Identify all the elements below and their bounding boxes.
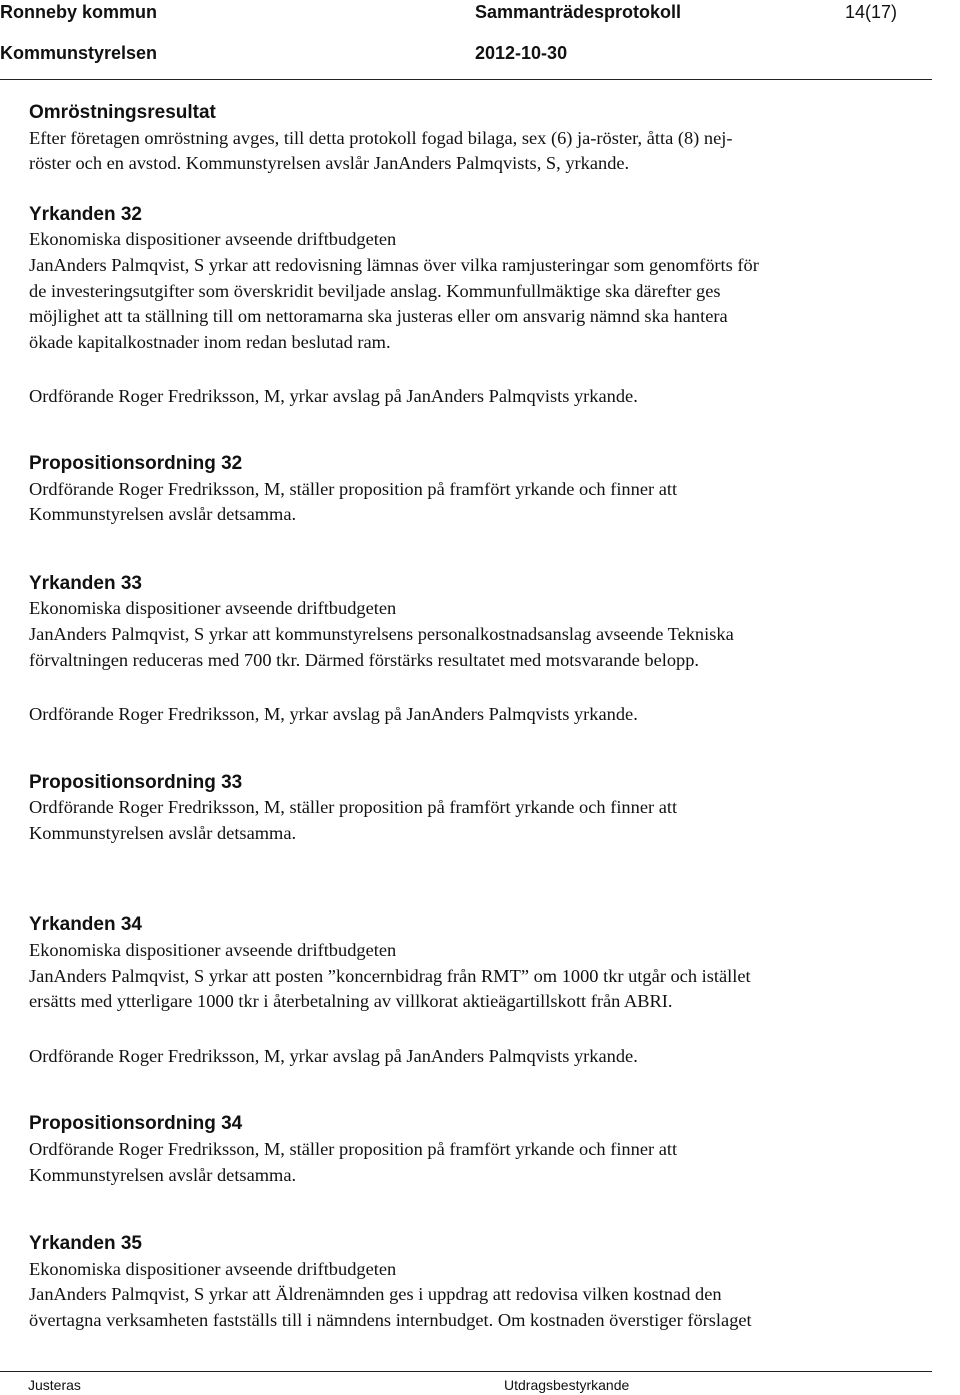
- yrkanden-35-section: [29, 1231, 934, 1333]
- body-line: övertagna verksamheten fastställs till i nämndens internbudget. Om kostnaden överstiger förslaget: [29, 1310, 752, 1330]
- section-subheading: Ekonomiska dispositioner avseende driftbudgeten: [29, 229, 397, 250]
- body-line: förvaltningen reduceras med 700 tkr. Därmed förstärks resultatet med motsvarande belopp.: [29, 649, 700, 670]
- document-type: Sammanträdesprotokoll: [475, 2, 682, 22]
- yrkanden-33-section: [29, 571, 934, 728]
- body-line: JanAnders Palmqvist, S yrkar att redovisning lämnas över vilka ramjusteringar som genomförts för: [29, 254, 759, 275]
- footer-justeras: Justeras: [28, 1377, 81, 1393]
- body-line: Ordförande Roger Fredriksson, M, ställer proposition på framfört yrkande och finner att: [29, 478, 678, 499]
- body-line: JanAnders Palmqvist, S yrkar att Äldrenämnden ges i uppdrag att redovisa vilken kostnad den: [29, 1284, 722, 1305]
- section-heading: Yrkanden 35: [29, 1233, 142, 1255]
- body-line: Kommunstyrelsen avslår detsamma.: [29, 1164, 297, 1185]
- body-line: de investeringsutgifter som överskridit beviljade anslag. Kommunfullmäktige ska därefter ges: [29, 280, 721, 301]
- section-heading: Omröstningsresultat: [29, 102, 216, 123]
- body-line: Ordförande Roger Fredriksson, M, ställer proposition på framfört yrkande och finner att: [29, 1139, 678, 1160]
- footer-utdragsbestyrkande: Utdragsbestyrkande: [504, 1377, 630, 1393]
- yrkanden-34-section: [29, 912, 934, 1069]
- org-name: Ronneby kommun: [0, 2, 158, 22]
- chair-motion: Ordförande Roger Fredriksson, M, yrkar avslag på JanAnders Palmqvists yrkande.: [29, 1045, 638, 1066]
- body-line: ersätts med ytterligare 1000 tkr i återbetalning av villkorat aktieägartillskott från ABRI.: [29, 991, 673, 1012]
- section-heading: Propositionsordning 34: [29, 1113, 243, 1135]
- chair-motion: Ordförande Roger Fredriksson, M, yrkar avslag på JanAnders Palmqvists yrkande.: [29, 386, 638, 407]
- protocol-body: [29, 100, 934, 1334]
- propositionsordning-33-section: [29, 770, 934, 847]
- chair-motion: Ordförande Roger Fredriksson, M, yrkar avslag på JanAnders Palmqvists yrkande.: [29, 704, 638, 725]
- section-heading: Yrkanden 32: [29, 203, 142, 225]
- section-subheading: Ekonomiska dispositioner avseende driftbudgeten: [29, 940, 397, 961]
- propositionsordning-34-section: [29, 1111, 934, 1188]
- body-line: ökade kapitalkostnader inom redan beslutad ram.: [29, 331, 391, 352]
- body-line: Ordförande Roger Fredriksson, M, ställer proposition på framfört yrkande och finner att: [29, 797, 678, 818]
- section-subheading: Ekonomiska dispositioner avseende driftbudgeten: [29, 1258, 397, 1279]
- body-line: Kommunstyrelsen avslår detsamma.: [29, 822, 297, 843]
- propositionsordning-32-section: [29, 451, 934, 528]
- body-line: JanAnders Palmqvist, S yrkar att kommunstyrelsens personalkostnadsanslag avseende Tekniska: [29, 623, 734, 644]
- footer-rule: [0, 1371, 932, 1372]
- committee-name: Kommunstyrelsen: [0, 43, 158, 63]
- section-heading: Yrkanden 34: [29, 914, 142, 936]
- yrkanden-32-section: [29, 202, 934, 410]
- body-line: möjlighet att ta ställning till om nettoramarna ska justeras eller om ansvarig nämnd ska hantera: [29, 306, 728, 327]
- body-line: Kommunstyrelsen avslår detsamma.: [29, 504, 297, 525]
- section-heading: Propositionsordning 32: [29, 452, 243, 474]
- page-number: 14(17): [845, 2, 898, 22]
- meeting-date: 2012-10-30: [475, 43, 568, 63]
- vote-result-section: [29, 100, 934, 177]
- section-heading: Yrkanden 33: [29, 572, 142, 594]
- header-rule: [0, 79, 932, 80]
- section-heading: Propositionsordning 33: [29, 771, 243, 793]
- body-line: Efter företagen omröstning avges, till detta protokoll fogad bilaga, sex (6) ja-röster, åtta (8) nej-: [29, 127, 733, 148]
- section-subheading: Ekonomiska dispositioner avseende driftbudgeten: [29, 598, 397, 619]
- body-line: JanAnders Palmqvist, S yrkar att posten ”koncernbidrag från RMT” om 1000 tkr utgår och istället: [29, 965, 751, 986]
- body-line: röster och en avstod. Kommunstyrelsen avslår JanAnders Palmqvists, S, yrkande.: [29, 153, 630, 174]
